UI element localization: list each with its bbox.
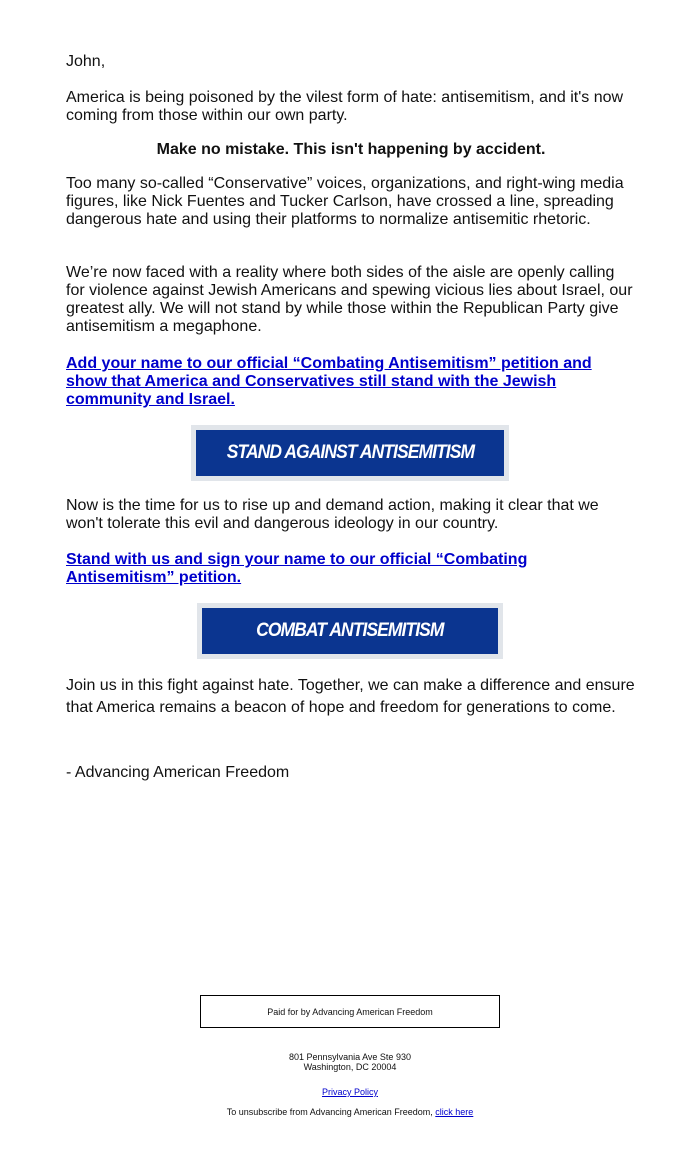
petition-link-add-name[interactable]: Add your name to our official “Combating Antisemitism” petition and show that America and Conservatives still stand with the Jewish community and Israel. [66,355,592,408]
address-line-1: 801 Pennsylvania Ave Ste 930 [289,1052,411,1062]
paragraph-call-to-action: Now is the time for us to rise up and demand action, making it clear that we won't tolerate this evil and dangerous ideology in our country. [66,497,599,532]
footer-address [0,1052,700,1072]
unsubscribe-link[interactable]: click here [435,1107,474,1117]
paragraph-conservative-voices: Too many so-called “Conservative” voices, organizations, and right-wing media figures, like Nick Fuentes and Tucker Carlson, have crossed a line, spreading dangerous hate and using their platforms to normalize antisemitic rhetoric. [66,175,624,228]
privacy-policy-link[interactable]: Privacy Policy [321,1087,378,1097]
combat-antisemitism-button[interactable] [197,603,503,659]
signature: - Advancing American Freedom [66,764,290,781]
unsubscribe-text: To unsubscribe from Advancing American Freedom, [226,1107,436,1117]
footer-privacy [0,1087,700,1097]
paragraph-join-us: Join us in this fight against hate. Together, we can make a difference and ensure that America remains a beacon of hope and freedom for generations to come. [66,677,635,716]
paid-for-text: Paid for by Advancing American Freedom [267,1006,433,1017]
paragraph-intro: America is being poisoned by the vilest form of hate: antisemitism, and it's now coming from those within our own party. [66,89,624,124]
address-line-2: Washington, DC 20004 [303,1062,397,1072]
stand-against-button-face[interactable] [196,430,504,476]
footer-unsubscribe [0,1107,700,1117]
combat-button-face[interactable] [202,608,498,654]
emphasis-line: Make no mistake. This isn't happening by accident. [156,141,546,158]
combat-button-label: COMBAT ANTISEMITISM [256,620,444,641]
greeting: John, [66,53,106,70]
stand-against-button-label: STAND AGAINST ANTISEMITISM [226,442,474,463]
paid-for-disclaimer [200,995,500,1028]
stand-against-antisemitism-button[interactable] [191,425,509,481]
paragraph-reality: We’re now faced with a reality where both sides of the aisle are openly calling for violence against Jewish Americans and spewing vicious lies about Israel, our greatest ally. We will not stand by while those within the Republican Party give antisemitism a megaphone. [66,264,633,335]
petition-link-sign-name[interactable]: Stand with us and sign your name to our official “Combating Antisemitism” petition. [66,551,528,586]
